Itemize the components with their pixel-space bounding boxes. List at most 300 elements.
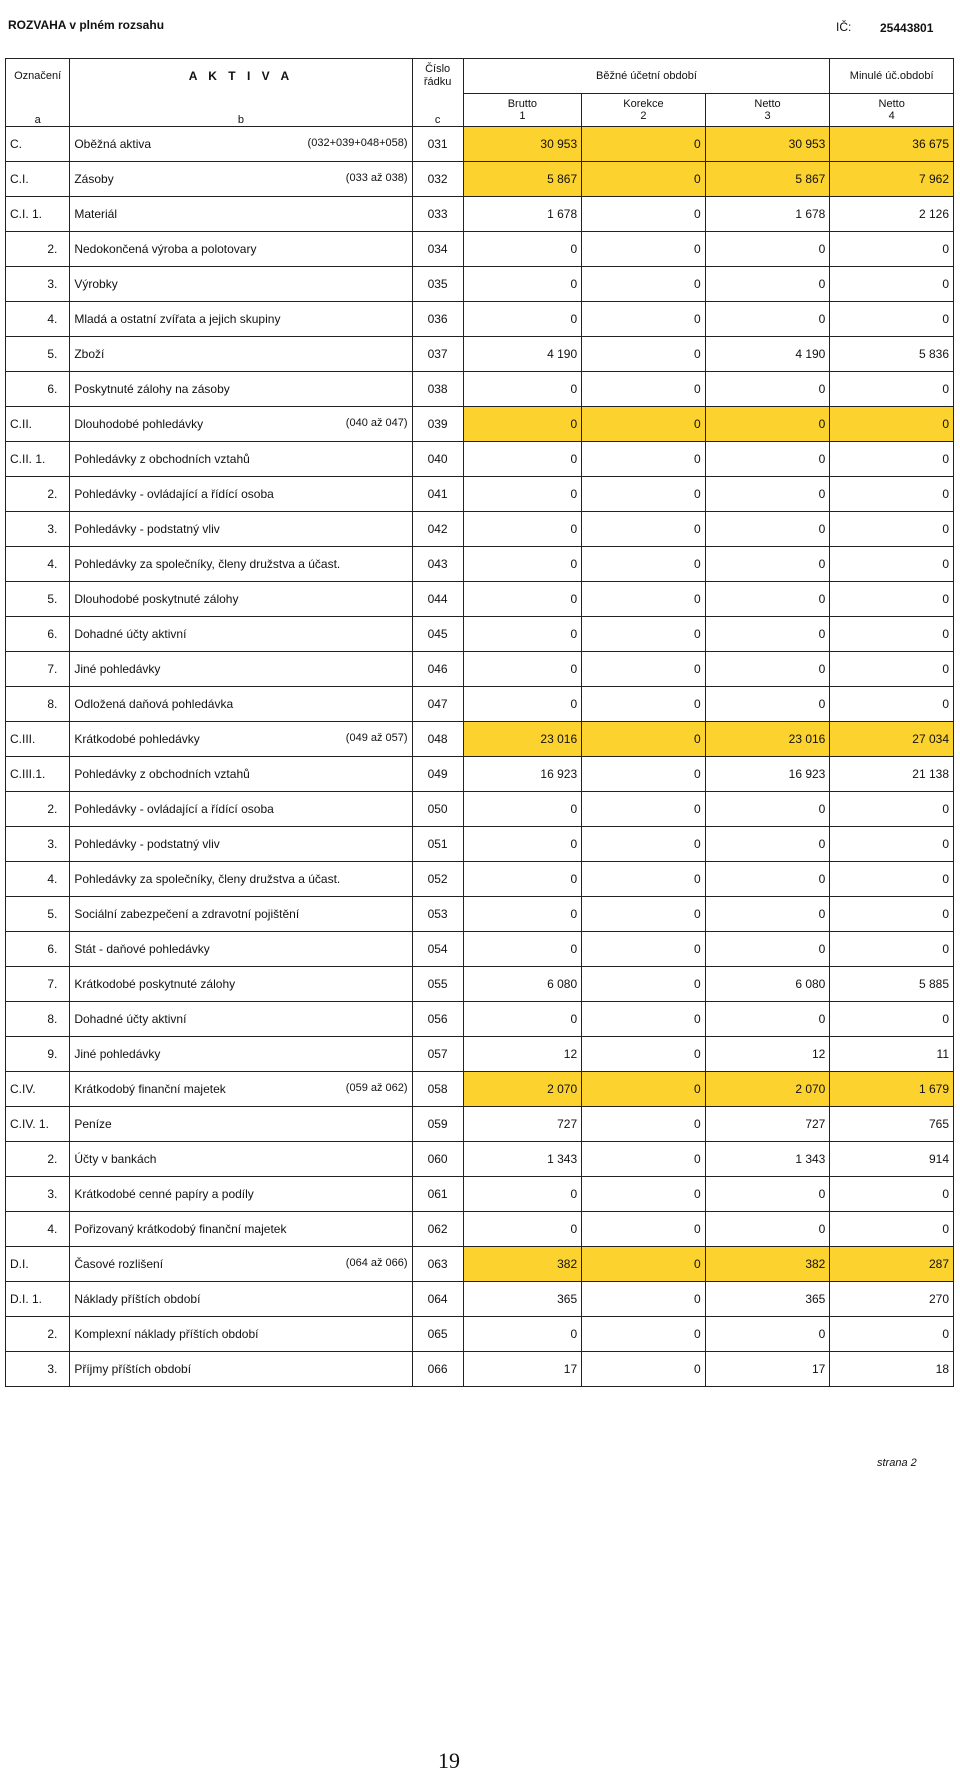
row-brutto: 17	[463, 1352, 582, 1387]
table-row	[6, 1142, 954, 1177]
row-description	[70, 617, 412, 652]
row-netto: 0	[705, 407, 830, 442]
row-netto-prior: 0	[830, 267, 954, 302]
row-netto: 0	[705, 512, 830, 547]
row-korekce: 0	[582, 1037, 706, 1072]
row-brutto: 23 016	[463, 722, 582, 757]
row-brutto: 1 343	[463, 1142, 582, 1177]
table-body	[6, 127, 954, 1387]
table-row	[6, 442, 954, 477]
row-netto-prior: 5 836	[830, 337, 954, 372]
row-code: 031	[412, 127, 463, 162]
row-range: (033 až 038)	[345, 172, 408, 184]
table-row	[6, 162, 954, 197]
row-description-text: Pohledávky za společníky, členy družstva a účast.	[74, 872, 341, 886]
col-index-b: b	[70, 94, 412, 127]
row-netto: 0	[705, 582, 830, 617]
col-index-a: a	[6, 94, 70, 127]
row-description-text: Pořizovaný krátkodobý finanční majetek	[74, 1222, 287, 1236]
row-korekce: 0	[582, 792, 706, 827]
row-code: 061	[412, 1177, 463, 1212]
table-row	[6, 267, 954, 302]
korekce-header	[582, 94, 706, 127]
netto-minule-label: Netto	[878, 98, 905, 110]
table-row	[6, 1177, 954, 1212]
row-description-text: Mladá a ostatní zvířata a jejich skupiny	[74, 312, 281, 326]
row-brutto: 0	[463, 1177, 582, 1212]
table-row	[6, 897, 954, 932]
row-range: (049 až 057)	[345, 732, 408, 744]
row-code: 035	[412, 267, 463, 302]
aktiva-header	[70, 59, 412, 94]
row-brutto: 12	[463, 1037, 582, 1072]
table-row	[6, 827, 954, 862]
row-netto: 0	[705, 547, 830, 582]
row-description	[70, 372, 412, 407]
row-korekce: 0	[582, 722, 706, 757]
row-description-text: Nedokončená výroba a polotovary	[74, 242, 257, 256]
row-korekce: 0	[582, 1247, 706, 1282]
row-mark: C.III.1.	[6, 757, 70, 792]
row-description-text: Odložená daňová pohledávka	[74, 697, 234, 711]
table-row	[6, 932, 954, 967]
row-description-text: Stát - daňové pohledávky	[74, 942, 210, 956]
row-netto-prior: 0	[830, 1212, 954, 1247]
row-korekce: 0	[582, 617, 706, 652]
row-netto-prior: 1 679	[830, 1072, 954, 1107]
table-row	[6, 1212, 954, 1247]
table-row	[6, 1317, 954, 1352]
row-description	[70, 652, 412, 687]
row-description	[70, 197, 412, 232]
row-korekce: 0	[582, 162, 706, 197]
row-netto-prior: 0	[830, 372, 954, 407]
row-description-text: Náklady příštích období	[74, 1292, 201, 1306]
row-netto: 0	[705, 827, 830, 862]
row-netto-prior: 0	[830, 862, 954, 897]
row-netto-prior: 0	[830, 442, 954, 477]
row-description	[70, 827, 412, 862]
row-description	[70, 1212, 412, 1247]
row-korekce: 0	[582, 1212, 706, 1247]
row-netto-prior: 765	[830, 1107, 954, 1142]
row-description-text: Pohledávky - podstatný vliv	[74, 837, 220, 851]
row-description-text: Dlouhodobé poskytnuté zálohy	[74, 592, 239, 606]
col-index-1: 1	[519, 110, 526, 122]
header-row-2	[6, 94, 954, 127]
brutto-header	[463, 94, 582, 127]
table-row	[6, 1072, 954, 1107]
col-index-2: 2	[640, 110, 647, 122]
row-description-text: Poskytnuté zálohy na zásoby	[74, 382, 230, 396]
row-netto-prior: 0	[830, 827, 954, 862]
row-brutto: 0	[463, 897, 582, 932]
table-row	[6, 302, 954, 337]
row-description	[70, 127, 412, 162]
row-code: 044	[412, 582, 463, 617]
table-row	[6, 862, 954, 897]
row-netto: 0	[705, 862, 830, 897]
row-netto-prior: 7 962	[830, 162, 954, 197]
row-netto-prior: 5 885	[830, 967, 954, 1002]
row-description-text: Zboží	[74, 347, 105, 361]
row-mark: 3.	[6, 512, 70, 547]
table-row	[6, 1247, 954, 1282]
row-netto: 4 190	[705, 337, 830, 372]
row-korekce: 0	[582, 967, 706, 1002]
ic-value: 25443801	[880, 21, 934, 35]
page-number: 19	[438, 1748, 460, 1773]
row-netto-prior: 0	[830, 687, 954, 722]
row-brutto: 0	[463, 582, 582, 617]
row-description	[70, 547, 412, 582]
row-brutto: 365	[463, 1282, 582, 1317]
table-row	[6, 547, 954, 582]
table-row	[6, 967, 954, 1002]
table-row	[6, 1282, 954, 1317]
row-description	[70, 687, 412, 722]
row-description	[70, 1002, 412, 1037]
netto-header	[705, 94, 830, 127]
row-mark: 6.	[6, 372, 70, 407]
row-korekce: 0	[582, 512, 706, 547]
row-description	[70, 337, 412, 372]
row-korekce: 0	[582, 477, 706, 512]
aktiva-header-text: A K T I V A	[188, 69, 294, 84]
row-description	[70, 407, 412, 442]
row-brutto: 727	[463, 1107, 582, 1142]
row-description	[70, 1317, 412, 1352]
row-code: 034	[412, 232, 463, 267]
row-code: 043	[412, 547, 463, 582]
row-netto-prior: 0	[830, 1177, 954, 1212]
row-code: 064	[412, 1282, 463, 1317]
row-netto-prior: 0	[830, 582, 954, 617]
table-row	[6, 1352, 954, 1387]
row-code: 037	[412, 337, 463, 372]
row-description	[70, 1177, 412, 1212]
row-description-text: Sociální zabezpečení a zdravotní pojištění	[74, 907, 300, 921]
row-brutto: 0	[463, 1317, 582, 1352]
row-netto-prior: 0	[830, 232, 954, 267]
table-row	[6, 722, 954, 757]
row-brutto: 0	[463, 652, 582, 687]
row-description-text: Dohadné účty aktivní	[74, 1012, 187, 1026]
row-netto: 382	[705, 1247, 830, 1282]
table-row	[6, 757, 954, 792]
table-row	[6, 652, 954, 687]
row-mark: 5.	[6, 582, 70, 617]
table-row	[6, 477, 954, 512]
row-range: (064 až 066)	[345, 1257, 408, 1269]
row-netto: 0	[705, 1212, 830, 1247]
table-row	[6, 127, 954, 162]
row-netto-prior: 0	[830, 407, 954, 442]
row-description-text: Účty v bankách	[74, 1152, 157, 1166]
row-description-text: Dohadné účty aktivní	[74, 627, 187, 641]
row-netto-prior: 270	[830, 1282, 954, 1317]
row-mark: 3.	[6, 1177, 70, 1212]
row-brutto: 0	[463, 512, 582, 547]
row-description	[70, 722, 412, 757]
row-netto: 17	[705, 1352, 830, 1387]
row-description	[70, 1107, 412, 1142]
row-mark: 8.	[6, 687, 70, 722]
row-code: 042	[412, 512, 463, 547]
row-netto: 0	[705, 1177, 830, 1212]
row-description	[70, 1247, 412, 1282]
row-netto: 0	[705, 652, 830, 687]
ic-label: IČ:	[836, 20, 852, 34]
row-description	[70, 512, 412, 547]
row-brutto: 0	[463, 372, 582, 407]
row-korekce: 0	[582, 932, 706, 967]
row-korekce: 0	[582, 1072, 706, 1107]
row-netto: 2 070	[705, 1072, 830, 1107]
row-netto-prior: 0	[830, 932, 954, 967]
header-row-1	[6, 59, 954, 94]
table-row	[6, 687, 954, 722]
row-korekce: 0	[582, 127, 706, 162]
row-mark: 4.	[6, 547, 70, 582]
row-mark: C.I.	[6, 162, 70, 197]
row-mark: 9.	[6, 1037, 70, 1072]
row-brutto: 0	[463, 1212, 582, 1247]
row-mark: 4.	[6, 302, 70, 337]
table-row	[6, 372, 954, 407]
row-netto: 0	[705, 372, 830, 407]
row-description-text: Zásoby	[74, 172, 114, 186]
row-code: 063	[412, 1247, 463, 1282]
row-code: 066	[412, 1352, 463, 1387]
row-mark: 2.	[6, 232, 70, 267]
balance-sheet-table	[5, 58, 954, 1387]
table-row	[6, 1107, 954, 1142]
row-mark: 2.	[6, 477, 70, 512]
row-description	[70, 932, 412, 967]
row-netto: 0	[705, 792, 830, 827]
row-mark: 4.	[6, 862, 70, 897]
row-description-text: Pohledávky - ovládající a řídící osoba	[74, 802, 274, 816]
row-netto-prior: 0	[830, 1317, 954, 1352]
row-code: 048	[412, 722, 463, 757]
row-range: (032+039+048+058)	[307, 137, 408, 149]
row-brutto: 6 080	[463, 967, 582, 1002]
row-description-text: Dlouhodobé pohledávky	[74, 417, 204, 431]
row-mark: C.II. 1.	[6, 442, 70, 477]
row-brutto: 0	[463, 792, 582, 827]
row-brutto: 4 190	[463, 337, 582, 372]
page-label: strana 2	[877, 1457, 917, 1469]
row-korekce: 0	[582, 407, 706, 442]
row-netto: 0	[705, 932, 830, 967]
row-code: 050	[412, 792, 463, 827]
row-description-text: Komplexní náklady příštích období	[74, 1327, 259, 1341]
row-brutto: 0	[463, 827, 582, 862]
row-netto-prior: 0	[830, 1002, 954, 1037]
row-mark: C.IV.	[6, 1072, 70, 1107]
row-korekce: 0	[582, 897, 706, 932]
row-mark: 8.	[6, 1002, 70, 1037]
row-netto: 0	[705, 617, 830, 652]
row-description-text: Výrobky	[74, 277, 118, 291]
row-korekce: 0	[582, 687, 706, 722]
korekce-label: Korekce	[623, 98, 664, 110]
row-brutto: 0	[463, 547, 582, 582]
row-code: 059	[412, 1107, 463, 1142]
row-brutto: 0	[463, 267, 582, 302]
row-description-text: Příjmy příštích období	[74, 1362, 192, 1376]
row-code: 046	[412, 652, 463, 687]
row-code: 053	[412, 897, 463, 932]
row-code: 057	[412, 1037, 463, 1072]
row-description	[70, 1142, 412, 1177]
row-korekce: 0	[582, 267, 706, 302]
row-netto: 16 923	[705, 757, 830, 792]
row-brutto: 0	[463, 932, 582, 967]
row-korekce: 0	[582, 652, 706, 687]
row-netto: 0	[705, 442, 830, 477]
table-row	[6, 617, 954, 652]
row-netto: 0	[705, 1317, 830, 1352]
row-description-text: Materiál	[74, 207, 118, 221]
table-row	[6, 1037, 954, 1072]
row-brutto: 0	[463, 442, 582, 477]
row-netto: 30 953	[705, 127, 830, 162]
row-netto-prior: 11	[830, 1037, 954, 1072]
row-description	[70, 967, 412, 1002]
row-korekce: 0	[582, 302, 706, 337]
row-range: (059 až 062)	[345, 1082, 408, 1094]
row-brutto: 1 678	[463, 197, 582, 232]
row-description	[70, 1282, 412, 1317]
row-description	[70, 582, 412, 617]
row-code: 058	[412, 1072, 463, 1107]
row-netto: 12	[705, 1037, 830, 1072]
row-korekce: 0	[582, 372, 706, 407]
row-mark: D.I.	[6, 1247, 70, 1282]
row-mark: 3.	[6, 827, 70, 862]
row-brutto: 2 070	[463, 1072, 582, 1107]
table-row	[6, 337, 954, 372]
row-netto: 23 016	[705, 722, 830, 757]
row-description-text: Pohledávky z obchodních vztahů	[74, 767, 250, 781]
bezne-obdobi-header: Běžné účetní období	[463, 59, 830, 94]
row-description	[70, 302, 412, 337]
row-brutto: 0	[463, 1002, 582, 1037]
row-description	[70, 267, 412, 302]
row-netto: 5 867	[705, 162, 830, 197]
col-index-c: c	[412, 94, 463, 127]
row-brutto: 0	[463, 862, 582, 897]
row-brutto: 0	[463, 407, 582, 442]
table-row	[6, 232, 954, 267]
row-code: 033	[412, 197, 463, 232]
row-code: 039	[412, 407, 463, 442]
minule-obdobi-header: Minulé úč.období	[830, 59, 954, 94]
row-netto: 365	[705, 1282, 830, 1317]
row-brutto: 0	[463, 232, 582, 267]
row-description	[70, 162, 412, 197]
row-mark: 5.	[6, 337, 70, 372]
row-brutto: 30 953	[463, 127, 582, 162]
table-row	[6, 512, 954, 547]
row-brutto: 16 923	[463, 757, 582, 792]
row-netto: 0	[705, 1002, 830, 1037]
row-korekce: 0	[582, 442, 706, 477]
row-netto-prior: 18	[830, 1352, 954, 1387]
row-mark: 6.	[6, 617, 70, 652]
row-code: 036	[412, 302, 463, 337]
row-description-text: Časové rozlišení	[74, 1257, 164, 1271]
row-korekce: 0	[582, 757, 706, 792]
document-title: ROZVAHA v plném rozsahu	[8, 18, 165, 32]
netto-minule-header	[830, 94, 954, 127]
row-netto-prior: 287	[830, 1247, 954, 1282]
oznaceni-header: Označení	[6, 59, 70, 94]
row-code: 065	[412, 1317, 463, 1352]
row-code: 060	[412, 1142, 463, 1177]
row-netto: 0	[705, 687, 830, 722]
row-mark: D.I. 1.	[6, 1282, 70, 1317]
row-korekce: 0	[582, 582, 706, 617]
row-brutto: 382	[463, 1247, 582, 1282]
col-index-3: 3	[764, 110, 771, 122]
row-netto-prior: 2 126	[830, 197, 954, 232]
row-mark: 7.	[6, 652, 70, 687]
row-korekce: 0	[582, 1317, 706, 1352]
row-description	[70, 792, 412, 827]
row-brutto: 0	[463, 687, 582, 722]
row-netto-prior: 0	[830, 792, 954, 827]
row-mark: C.IV. 1.	[6, 1107, 70, 1142]
row-description-text: Pohledávky za společníky, členy družstva a účast.	[74, 557, 341, 571]
row-range: (040 až 047)	[345, 417, 408, 429]
row-mark: C.	[6, 127, 70, 162]
row-description	[70, 1037, 412, 1072]
row-mark: C.I. 1.	[6, 197, 70, 232]
brutto-label: Brutto	[507, 98, 538, 110]
row-netto: 0	[705, 477, 830, 512]
row-brutto: 0	[463, 302, 582, 337]
row-description-text: Oběžná aktiva	[74, 137, 152, 151]
row-description	[70, 232, 412, 267]
row-code: 040	[412, 442, 463, 477]
row-description-text: Jiné pohledávky	[74, 662, 161, 676]
row-mark: 7.	[6, 967, 70, 1002]
row-code: 045	[412, 617, 463, 652]
row-mark: 2.	[6, 1317, 70, 1352]
row-description	[70, 862, 412, 897]
row-korekce: 0	[582, 232, 706, 267]
row-code: 055	[412, 967, 463, 1002]
row-mark: 3.	[6, 1352, 70, 1387]
row-mark: 2.	[6, 1142, 70, 1177]
row-netto-prior: 0	[830, 652, 954, 687]
row-description-text: Krátkodobý finanční majetek	[74, 1082, 226, 1096]
row-korekce: 0	[582, 1142, 706, 1177]
row-code: 038	[412, 372, 463, 407]
row-code: 052	[412, 862, 463, 897]
col-index-4: 4	[888, 110, 895, 122]
row-description-text: Jiné pohledávky	[74, 1047, 161, 1061]
row-code: 051	[412, 827, 463, 862]
row-brutto: 0	[463, 617, 582, 652]
row-description-text: Krátkodobé cenné papíry a podíly	[74, 1187, 254, 1201]
row-description-text: Krátkodobé pohledávky	[74, 732, 200, 746]
row-netto: 1 343	[705, 1142, 830, 1177]
row-mark: 5.	[6, 897, 70, 932]
